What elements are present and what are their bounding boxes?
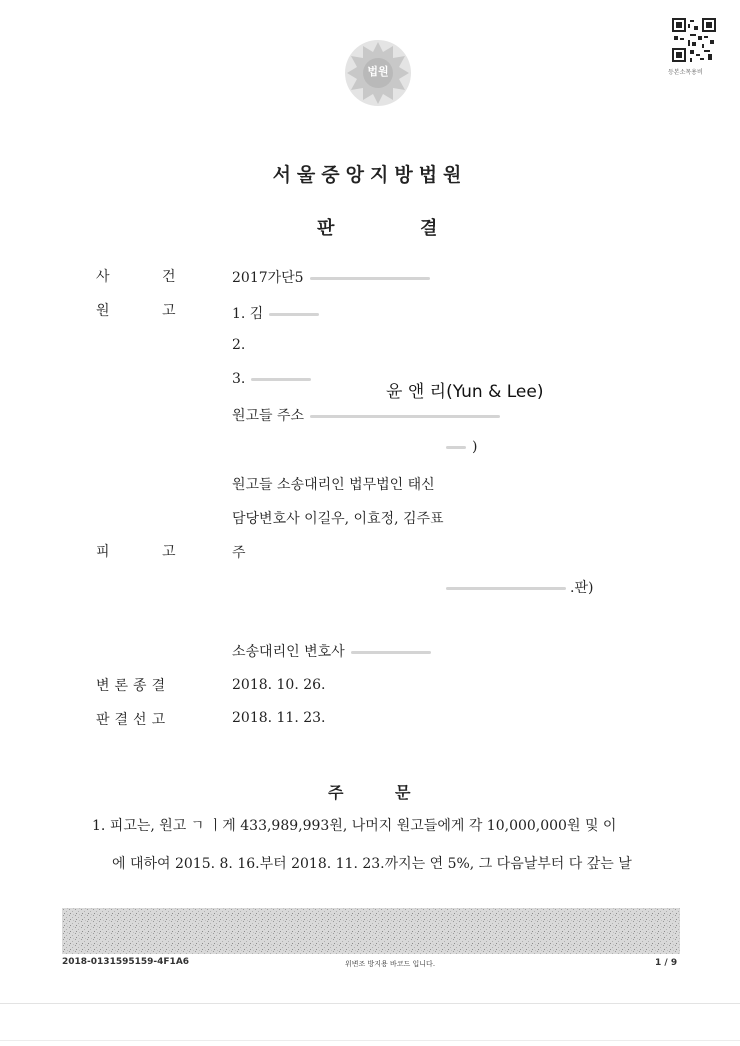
ruling-line-2: 에 대하여 2015. 8. 16.부터 2018. 11. 23.까지는 연 5%, 그 다음날부터 다 갚는 날: [112, 856, 632, 872]
plaintiff-entry-2: 2.: [232, 337, 246, 353]
doc-type-char-2: 결: [420, 218, 438, 239]
plaintiff-lawyers: 담당변호사 이길우, 이효정, 김주표: [232, 511, 444, 527]
plaintiff-entry-3: 3.: [232, 371, 311, 387]
page-divider-2: [0, 1040, 740, 1041]
plaintiff-label-b: 고: [162, 303, 176, 319]
anti-forgery-noise-band: [62, 908, 680, 954]
plaintiff-address: 원고들 주소: [232, 405, 500, 425]
defendant-label-b: 고: [162, 544, 176, 560]
plaintiff-label-a: 원: [96, 303, 110, 319]
ruling-char-2: 문: [395, 783, 411, 802]
page-divider: [0, 1003, 740, 1004]
court-name: 서울중앙지방법원: [272, 164, 468, 186]
case-label-a: 사: [96, 269, 110, 285]
plaintiff-address-tail: ): [440, 439, 477, 455]
doc-type-char-1: 판: [317, 218, 335, 239]
plaintiff-entry-1: 1. 김: [232, 303, 319, 323]
defendant-label-a: 피: [96, 544, 110, 560]
case-number: 2017가단5: [232, 267, 430, 287]
anti-forgery-notice: 위변조 방지용 바코드 입니다.: [345, 960, 436, 968]
qr-code-icon: [672, 18, 716, 62]
seal-text: 법원: [367, 65, 389, 78]
judgment-date: 2018. 11. 23.: [232, 710, 326, 726]
ruling-line-1: 1. 피고는, 원고 ㄱ ㅣ게 433,989,993원, 나머지 원고들에게 각 10,000,000원 및 이: [92, 818, 617, 834]
qr-caption: 등본소목용비: [668, 69, 703, 76]
hearing-end-date: 2018. 10. 26.: [232, 677, 326, 693]
defendant-name: 주: [232, 545, 246, 561]
case-label-b: 건: [162, 269, 176, 285]
page-number: 1 / 9: [655, 958, 678, 968]
law-firm-stamp: 윤 앤 리(Yun & Lee): [386, 382, 544, 402]
judgment-date-label: 판결선고: [96, 712, 171, 728]
document-id: 2018-0131595159-4F1A6: [62, 957, 190, 967]
defendant-agent: 소송대리인 변호사: [232, 641, 431, 661]
defendant-address-tail: .판): [440, 577, 593, 597]
plaintiff-agent: 원고들 소송대리인 법무법인 태신: [232, 477, 435, 493]
hearing-end-label: 변론종결: [96, 678, 171, 694]
ruling-char-1: 주: [328, 783, 344, 802]
